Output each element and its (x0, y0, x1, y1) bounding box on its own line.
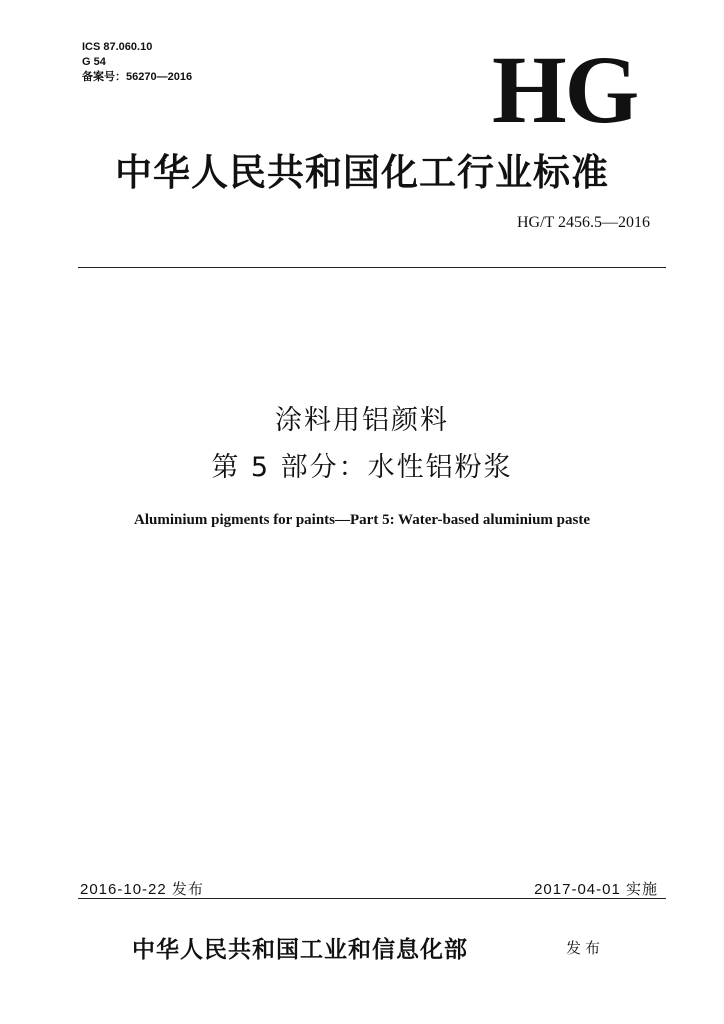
standard-type-heading: 中华人民共和国化工行业标准 (115, 150, 609, 194)
hg-logo: HG (492, 36, 638, 143)
effective-date: 2017-04-01 实施 (534, 881, 658, 898)
bottom-divider (78, 898, 666, 899)
ccs-code: G 54 (82, 56, 106, 68)
title-cn-line1: 涂料用铝颜料 (275, 405, 449, 436)
classification-block (82, 40, 192, 85)
publisher-name: 中华人民共和国工业和信息化部 (132, 936, 468, 963)
standard-number: HG/T 2456.5—2016 (516, 214, 650, 231)
publisher-action: 发布 (566, 939, 605, 957)
ics-code: ICS 87.060.10 (82, 41, 153, 53)
title-en: Aluminium pigments for paints—Part 5: Water-based aluminium paste (134, 512, 590, 528)
issue-date: 2016-10-22 发布 (80, 881, 204, 898)
title-cn-line2: 第 5 部分：水性铝粉浆 (211, 452, 513, 483)
top-divider (78, 267, 666, 268)
record-number: 备案号：56270—2016 (82, 71, 193, 83)
